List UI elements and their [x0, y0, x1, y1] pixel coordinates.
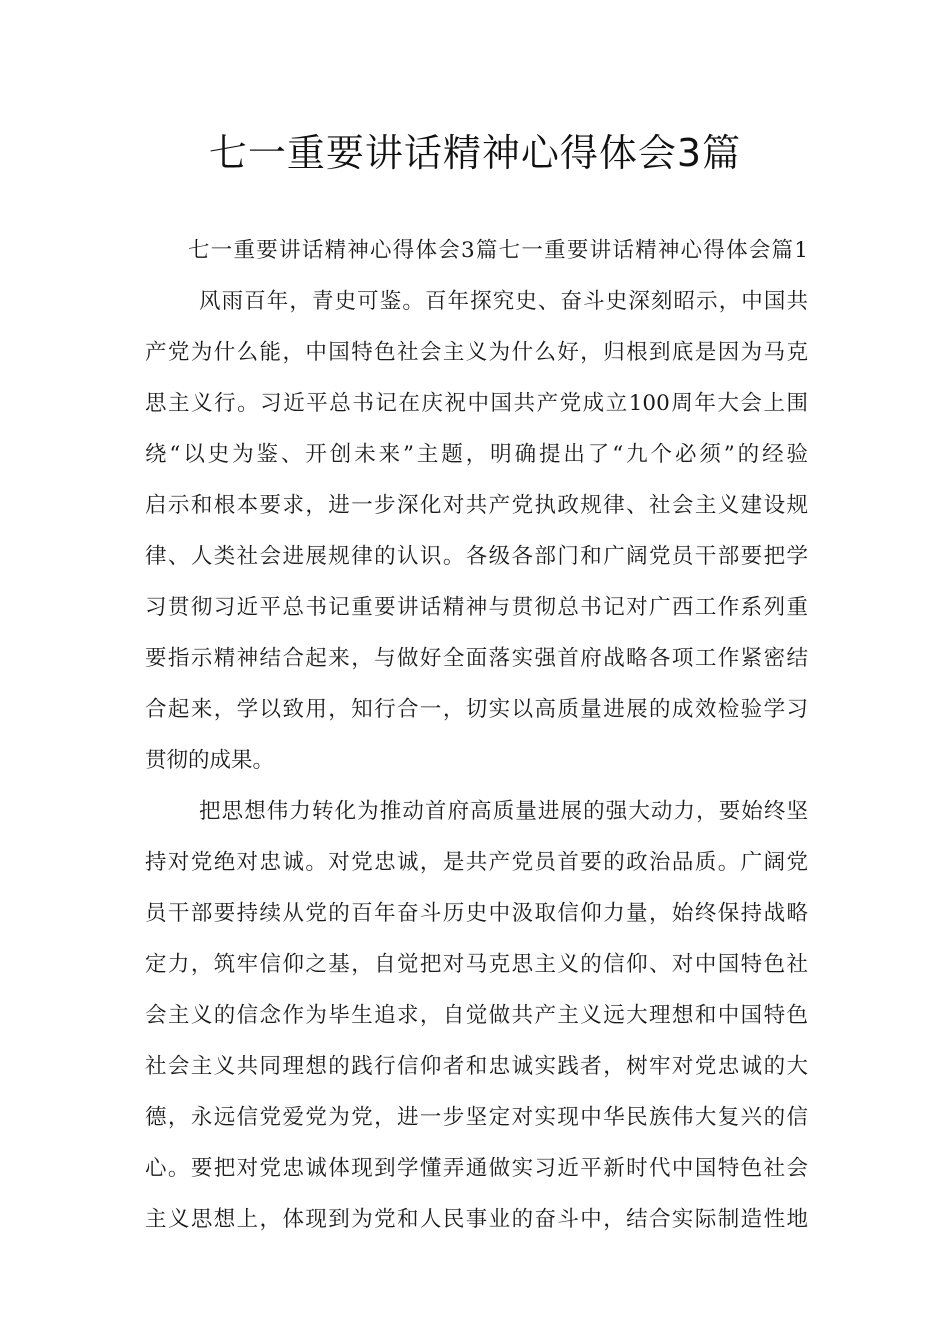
body-line: 员干部要持续从党的百年奋斗历史中汲取信仰力量，始终保持战略 [145, 901, 808, 926]
body-line: 社会主义共同理想的践行信仰者和忠诚实践者，树牢对党忠诚的大 [145, 1054, 808, 1079]
body-line: 要指示精神结合起来，与做好全面落实强首府战略各项工作紧密结 [145, 646, 808, 671]
body-line: 风雨百年，青史可鉴。百年探究史、奋斗史深刻昭示，中国共 [199, 289, 808, 314]
body-line: 德，永远信党爱党为党，进一步坚定对实现中华民族伟大复兴的信 [145, 1105, 808, 1130]
body-line: 合起来，学以致用，知行合一，切实以高质量进展的成效检验学习 [145, 697, 808, 722]
document-title: 七一重要讲话精神心得体会3篇 [208, 131, 742, 175]
body-line: 把思想伟力转化为推动首府高质量进展的强大动力，要始终坚 [199, 799, 808, 824]
body-line: 主义思想上，体现到为党和人民事业的奋斗中，结合实际制造性地 [145, 1207, 808, 1232]
body-line: 启示和根本要求，进一步深化对共产党执政规律、社会主义建设规 [145, 493, 808, 518]
body-line: 心。要把对党忠诚体现到学懂弄通做实习近平新时代中国特色社会 [145, 1156, 808, 1181]
body-line: 定力，筑牢信仰之基，自觉把对马克思主义的信仰、对中国特色社 [145, 952, 808, 977]
body-line: 贯彻的成果。 [145, 748, 275, 773]
body-line: 律、人类社会进展规律的认识。各级各部门和广阔党员干部要把学 [145, 544, 808, 569]
body-line: 习贯彻习近平总书记重要讲话精神与贯彻总书记对广西工作系列重 [145, 595, 808, 620]
body-line: 持对党绝对忠诚。对党忠诚，是共产党员首要的政治品质。广阔党 [145, 850, 808, 875]
body-line: 思主义行。习近平总书记在庆祝中国共产党成立100周年大会上围 [145, 391, 808, 416]
body-line: 会主义的信念作为毕生追求，自觉做共产主义远大理想和中国特色 [145, 1003, 808, 1028]
body-line: 七一重要讲话精神心得体会3篇七一重要讲话精神心得体会篇1 [188, 238, 808, 263]
body-line: 产党为什么能，中国特色社会主义为什么好，归根到底是因为马克 [145, 340, 808, 365]
body-line: 绕“以史为鉴、开创未来”主题，明确提出了“九个必须”的经验 [145, 442, 808, 467]
